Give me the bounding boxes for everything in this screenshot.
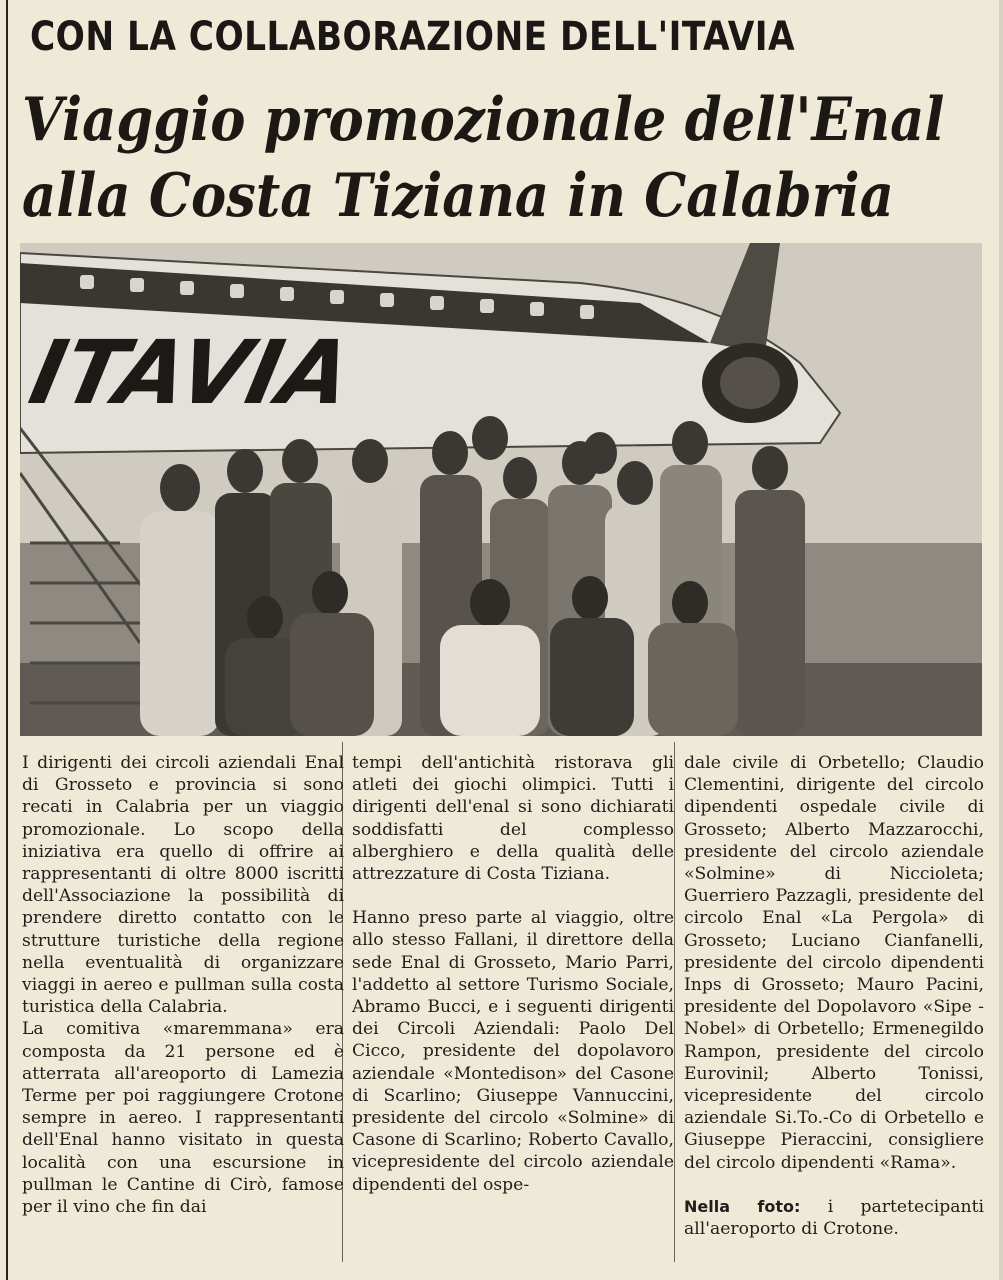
column2-paragraph-2: Hanno preso parte al viaggio, oltre allo stesso Fallani, il direttore della sede Enal di Grosseto, Mario Parri, l'addetto al settore Turismo Sociale, Abramo Bucci, e i seguenti dirigenti dei Circoli Aziendali: Paolo Del Cicco, presidente del dopolavoro aziendale «Montedison» del Casone di Scarlino; Giuseppe Vannuccini, presidente del circolo «Solmine» di Casone di Scarlino; Roberto Cavallo, vicepresidente del circolo aziendale dipendenti del ospe-	[352, 908, 674, 1195]
photo-illustration	[20, 243, 982, 736]
page-left-rule	[6, 0, 8, 1280]
paragraph-gap	[684, 1174, 984, 1196]
headline-line-2: alla Costa Tiziana in Calabria	[22, 161, 894, 231]
photo-caption	[684, 1196, 984, 1240]
column1-paragraph-2: La comitiva «maremmana» era composta da 21 persone ed è atterrata all'areoporto di Lamezia Terme per poi raggiungere Crotone sempre in aereo. I rappresentanti dell'Enal hanno visitato in questa località con una escursione in pullman le Cantine di Cirò, famose per il vino che fin dai	[22, 1019, 344, 1218]
column-rule-2	[674, 742, 675, 1262]
headline-line-1: Viaggio promozionale dell'Enal	[22, 85, 945, 155]
page-right-edge	[999, 0, 1003, 1280]
article-headline	[22, 82, 944, 234]
paragraph-gap	[352, 885, 674, 907]
group-photo	[20, 243, 982, 736]
itavia-logo: ITAVIA	[21, 320, 361, 424]
article-kicker: CON LA COLLABORAZIONE DELL'ITAVIA	[30, 14, 796, 60]
column2-paragraph-1: tempi dell'antichità ristorava gli atleti dei giochi olimpici. Tutti i dirigenti dell'enal si sono dichiarati soddisfatti del complesso alberghiero e della qualità delle attrezzature di Costa Tiziana.	[352, 753, 674, 885]
article-column-2	[352, 752, 674, 1196]
caption-label: Nella foto:	[684, 1196, 801, 1216]
caption-text: i partetecipanti all'aeroporto di Crotone.	[684, 1196, 984, 1240]
column1-paragraph-1: I dirigenti dei circoli aziendali Enal di Grosseto e provincia si sono recati in Calabria per un viaggio promozionale. Lo scopo della iniziativa era quello di offrire ai rappresentanti di oltre 8000 iscritti dell'Associazione la possibilità di prendere diretto contatto con le strutture turistiche della regione nella eventualità di organizzare viaggi in aereo e pullman sulla costa turistica della Calabria.	[22, 753, 344, 1018]
column3-paragraph-1: dale civile di Orbetello; Claudio Clementini, dirigente del circolo dipendenti ospedale civile di Grosseto; Alberto Mazzarocchi, presidente del circolo aziendale «Solmine» di Niccioleta; Guerriero Pazzagli, presidente del circolo Enal «La Pergola» di Grosseto; Luciano Cianfanelli, presidente del circolo dipendenti Inps di Grosseto; Mauro Pacini, presidente del Dopolavoro «Sipe - Nobel» di Orbetello; Ermenegildo Rampon, presidente del circolo Eurovinil; Alberto Tonissi, vicepresidente del circolo aziendale Si.To.-Co di Orbetello e Giuseppe Pieraccini, consigliere del circolo dipendenti «Rama».	[684, 753, 984, 1173]
article-column-1	[22, 752, 344, 1218]
article-column-3	[684, 752, 984, 1240]
